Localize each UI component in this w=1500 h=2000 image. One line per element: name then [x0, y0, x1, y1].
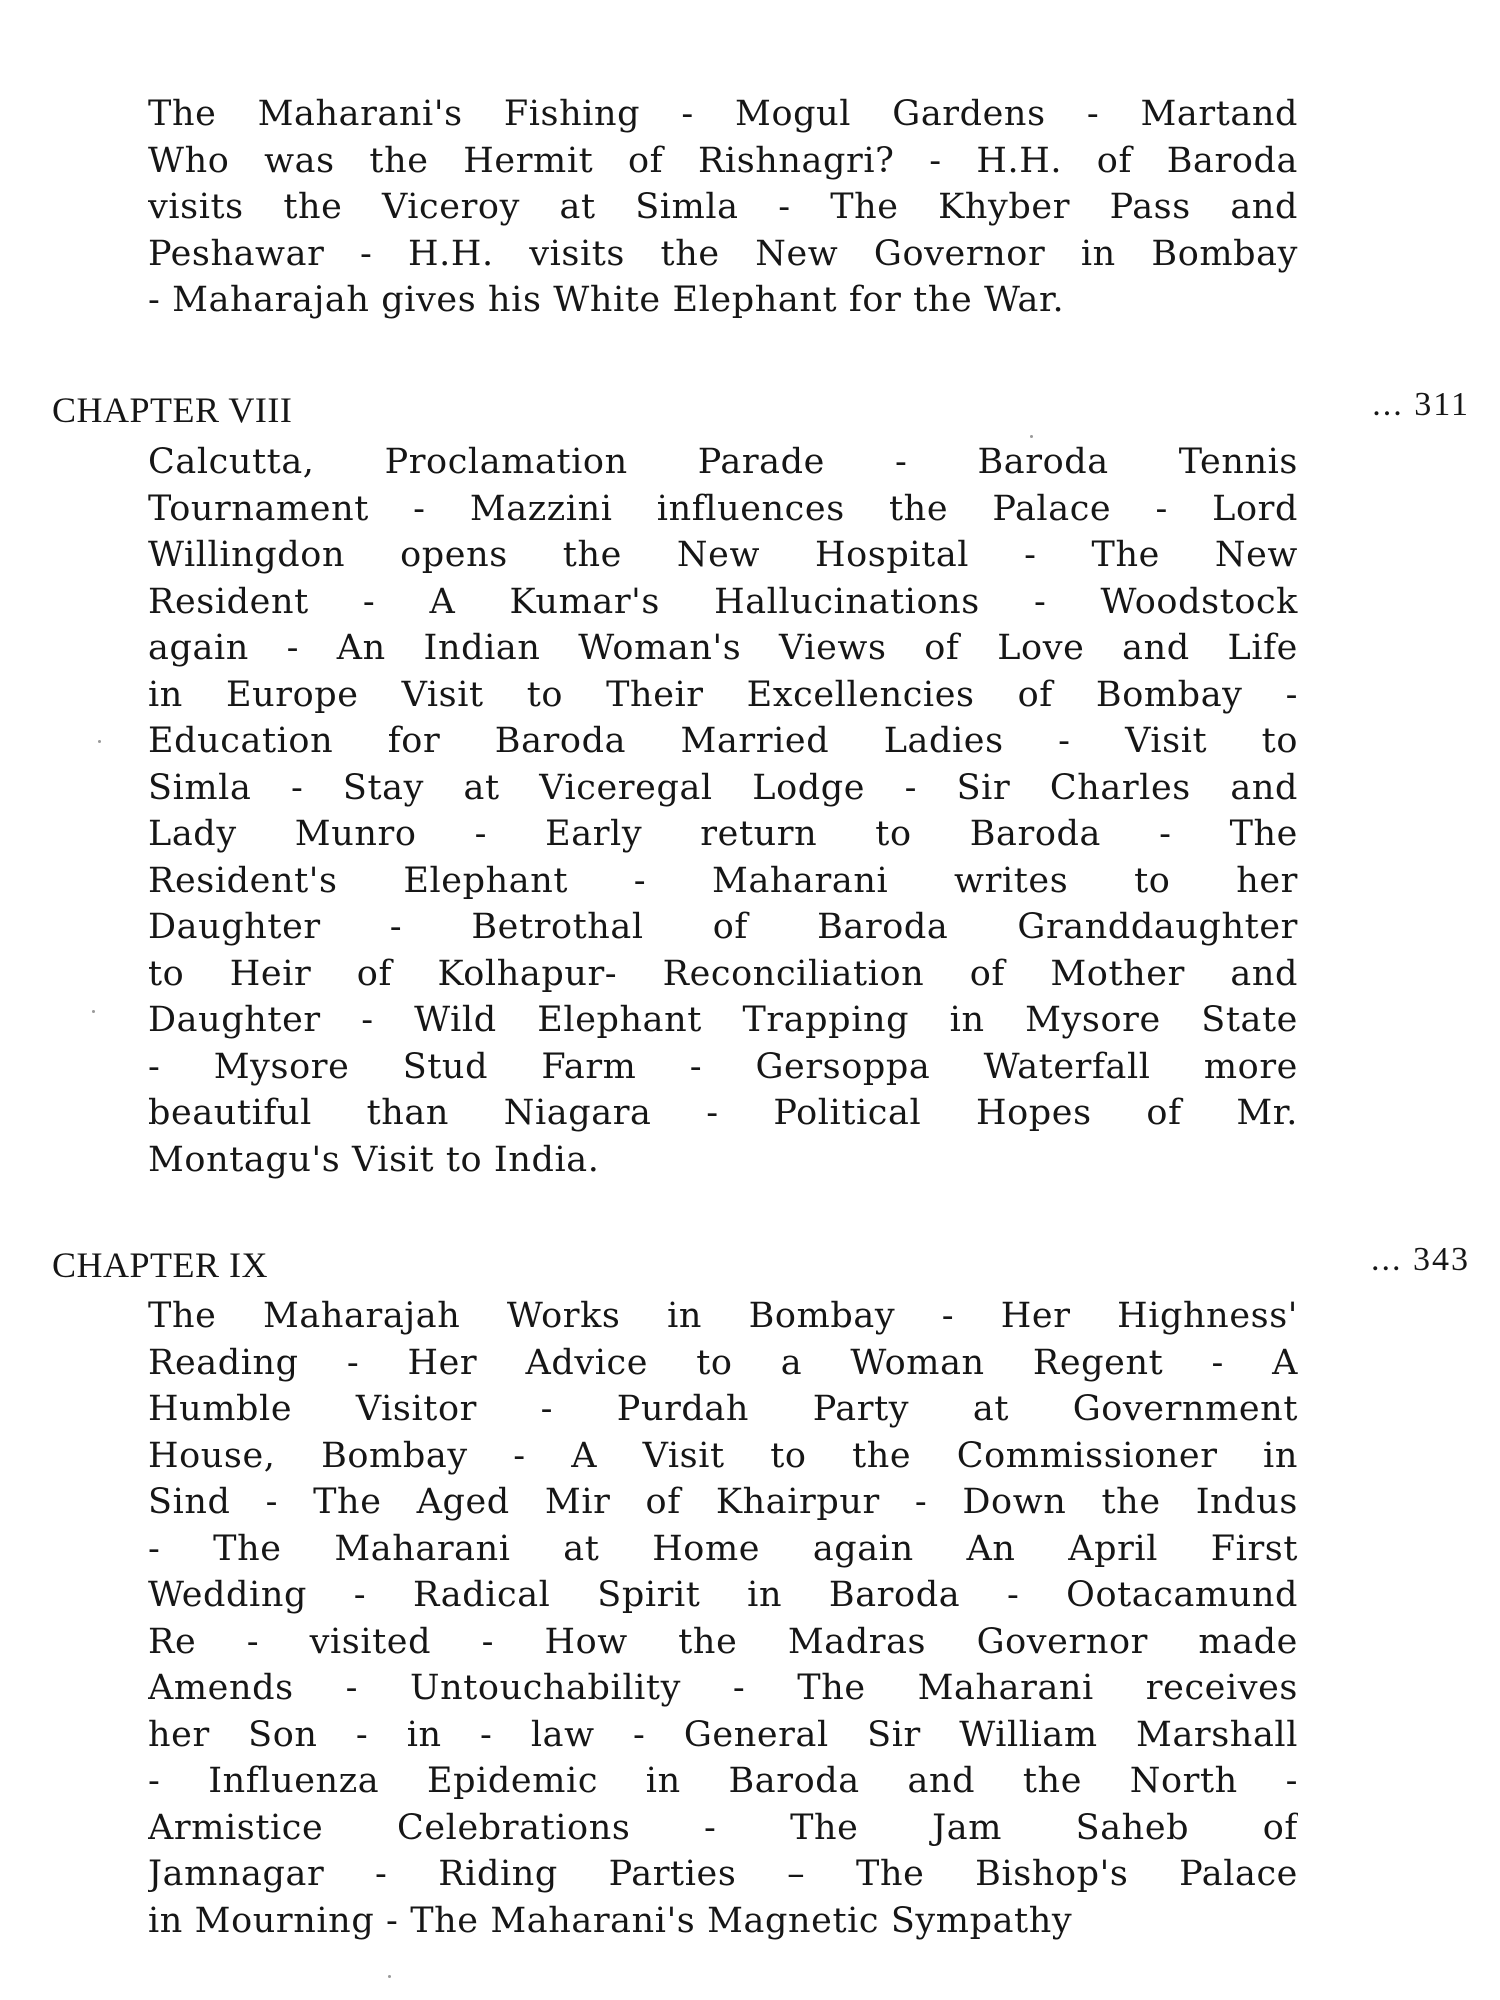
chapter-9-line: The Maharajah Works in Bombay - Her Highness' — [148, 1296, 1298, 1336]
chapter-8-line: Daughter - Wild Elephant Trapping in Mysore State — [148, 1000, 1298, 1040]
chapter-9-line: Re - visited - How the Madras Governor made — [148, 1621, 1298, 1662]
chapter-8-line: Willingdon opens the New Hospital - The New — [148, 535, 1298, 575]
chapter-8-line: Education for Baroda Married Ladies - Visit to — [148, 721, 1298, 761]
chapter-8-line: Resident's Elephant - Maharani writes to her — [148, 860, 1298, 901]
chapter-9-line: Sind - The Aged Mir of Khairpur - Down the Indus — [148, 1482, 1298, 1522]
chapter-9-summary — [148, 1293, 1298, 1944]
intro-line: - Maharajah gives his White Elephant for the War. — [148, 280, 1065, 320]
scan-speck — [92, 1010, 95, 1013]
intro-line: Peshawar - H.H. visits the New Governor in Bombay — [148, 233, 1298, 274]
chapter-9-line: Armistice Celebrations - The Jam Saheb of — [148, 1807, 1298, 1848]
intro-paragraph — [148, 91, 1298, 324]
chapter-8-line: Montagu's Visit to India. — [148, 1139, 600, 1180]
scan-speck — [1030, 435, 1033, 438]
chapter-8-line: Daughter - Betrothal of Baroda Granddaughter — [148, 907, 1298, 947]
chapter-8-page-ref: ... 311 — [1372, 386, 1470, 423]
intro-line: The Maharani's Fishing - Mogul Gardens - Martand — [148, 94, 1298, 134]
scan-speck — [388, 1975, 391, 1978]
chapter-8-line: Resident - A Kumar's Hallucinations - Woodstock — [148, 581, 1298, 622]
chapter-8-line: Lady Munro - Early return to Baroda - The — [148, 814, 1298, 854]
chapter-8-line: beautiful than Niagara - Political Hopes of Mr. — [148, 1093, 1298, 1133]
chapter-9-line: Wedding - Radical Spirit in Baroda - Ootacamund — [148, 1575, 1298, 1615]
chapter-8-line: in Europe Visit to Their Excellencies of Bombay - — [148, 674, 1298, 715]
chapter-8-line: again - An Indian Woman's Views of Love and Life — [148, 628, 1298, 668]
intro-line: Who was the Hermit of Rishnagri? - H.H. of Baroda — [148, 140, 1298, 181]
chapter-9-line: Humble Visitor - Purdah Party at Government — [148, 1389, 1298, 1429]
chapter-9-line: - The Maharani at Home again An April First — [148, 1528, 1298, 1569]
chapter-9-line: Jamnagar - Riding Parties – The Bishop's Palace — [148, 1854, 1298, 1894]
intro-line: visits the Viceroy at Simla - The Khyber Pass and — [148, 187, 1298, 227]
chapter-8-summary — [148, 439, 1298, 1183]
chapter-9-line: Reading - Her Advice to a Woman Regent - A — [148, 1342, 1298, 1383]
chapter-8-line: to Heir of Kolhapur- Reconciliation of Mother and — [148, 953, 1298, 994]
scan-speck — [98, 740, 101, 743]
chapter-8-heading: CHAPTER VIII — [52, 390, 293, 430]
chapter-8-line: - Mysore Stud Farm - Gersoppa Waterfall more — [148, 1046, 1298, 1087]
chapter-9-page-ref: ... 343 — [1371, 1241, 1470, 1278]
chapter-9-line: Amends - Untouchability - The Maharani receives — [148, 1668, 1298, 1708]
chapter-8-line: Simla - Stay at Viceregal Lodge - Sir Charles and — [148, 767, 1298, 808]
chapter-9-line: House, Bombay - A Visit to the Commissioner in — [148, 1435, 1298, 1476]
chapter-9-line: - Influenza Epidemic in Baroda and the North - — [148, 1761, 1298, 1801]
chapter-9-line: in Mourning - The Maharani's Magnetic Sympathy — [148, 1900, 1073, 1941]
chapter-9-heading: CHAPTER IX — [52, 1245, 269, 1285]
chapter-8-line: Calcutta, Proclamation Parade - Baroda Tennis — [148, 442, 1298, 482]
chapter-9-line: her Son - in - law - General Sir William Marshall — [148, 1714, 1298, 1755]
chapter-8-line: Tournament - Mazzini influences the Palace - Lord — [148, 488, 1298, 529]
